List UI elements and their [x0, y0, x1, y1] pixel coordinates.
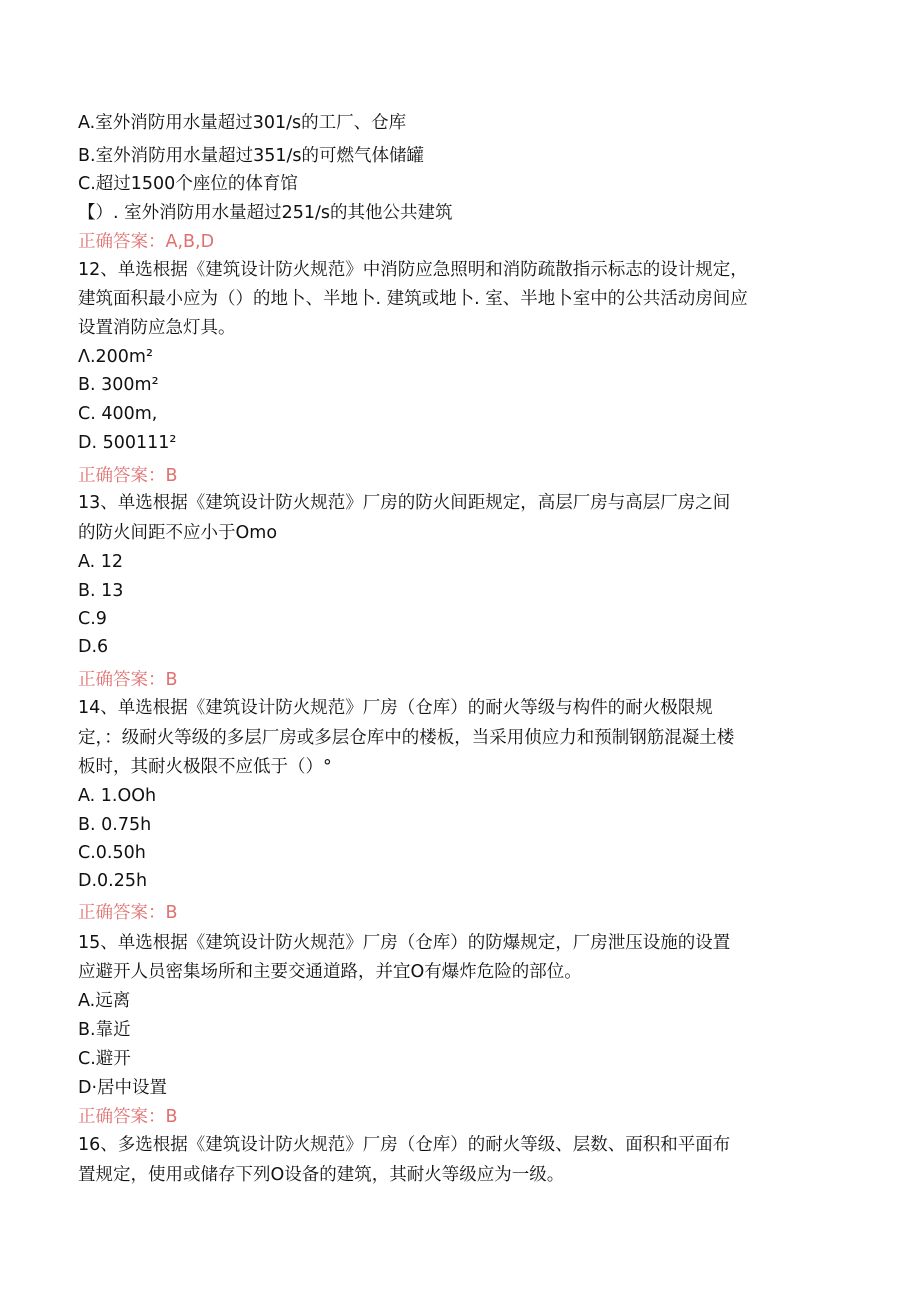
- option-line: A. 1.OOh: [78, 786, 157, 806]
- question-text: 13、单选根据《建筑设计防火规范》厂房的防火间距规定，高层厂房与高层厂房之间: [78, 493, 731, 513]
- option-line: C.0.50h: [78, 843, 146, 863]
- option-line: D. 500111²: [78, 433, 177, 453]
- question-text: 的防火间距不应小于Omo: [78, 523, 278, 543]
- correct-answer: 正确答案：B: [78, 466, 178, 486]
- question-text: 14、单选根据《建筑设计防火规范》厂房（仓库）的耐火等级与构件的耐火极限规: [78, 698, 713, 718]
- question-text: 设置消防应急灯具。: [78, 318, 236, 338]
- option-line: B. 0.75h: [78, 815, 152, 835]
- question-text: 应避开人员密集场所和主要交通道路，并宜O有爆炸危险的部位。: [78, 962, 582, 982]
- option-line: B. 13: [78, 581, 124, 601]
- option-line: B.靠近: [78, 1020, 131, 1040]
- question-text: 12、单选根据《建筑设计防火规范》中消防应急照明和消防疏散指示标志的设计规定，: [78, 260, 748, 280]
- question-text: 建筑面积最小应为（）的地卜、半地卜. 建筑或地卜. 室、半地卜室中的公共活动房间应: [78, 289, 748, 309]
- option-line: A.室外消防用水量超过301∕s的工厂、仓库: [78, 113, 407, 133]
- option-line: D.0.25h: [78, 871, 148, 891]
- option-line: D.6: [78, 637, 109, 657]
- correct-answer: 正确答案：B: [78, 903, 178, 923]
- question-text: 定，：级耐火等级的多层厂房或多层仓库中的楼板，当采用侦应力和预制钢筋混凝土楼: [78, 728, 735, 748]
- option-line: 【）. 室外消防用水量超过251∕s的其他公共建筑: [78, 203, 453, 223]
- option-line: C.超过1500个座位的体育馆: [78, 174, 298, 194]
- question-text: 16、多选根据《建筑设计防火规范》厂房（仓库）的耐火等级、层数、面积和平面布: [78, 1135, 731, 1155]
- question-text: 置规定，使用或储存下列O设备的建筑，其耐火等级应为一级。: [78, 1165, 565, 1185]
- question-text: 15、单选根据《建筑设计防火规范》厂房（仓库）的防爆规定，厂房泄压设施的设置: [78, 933, 731, 953]
- correct-answer: 正确答案：B: [78, 1107, 178, 1127]
- option-line: C. 400m,: [78, 404, 158, 424]
- option-line: D·居中设置: [78, 1078, 168, 1098]
- option-line: C.避开: [78, 1049, 131, 1069]
- option-line: C.9: [78, 609, 107, 629]
- correct-answer: 正确答案：B: [78, 670, 178, 690]
- option-line: B.室外消防用水量超过351∕s的可燃气体储罐: [78, 146, 424, 166]
- option-line: A.远离: [78, 991, 131, 1011]
- option-line: A. 12: [78, 552, 124, 572]
- correct-answer: 正确答案：A,B,D: [78, 232, 215, 252]
- question-text: 板时，其耐火极限不应低于（）°: [78, 757, 332, 777]
- option-line: B. 300m²: [78, 375, 159, 395]
- option-line: Λ.200m²: [78, 347, 153, 367]
